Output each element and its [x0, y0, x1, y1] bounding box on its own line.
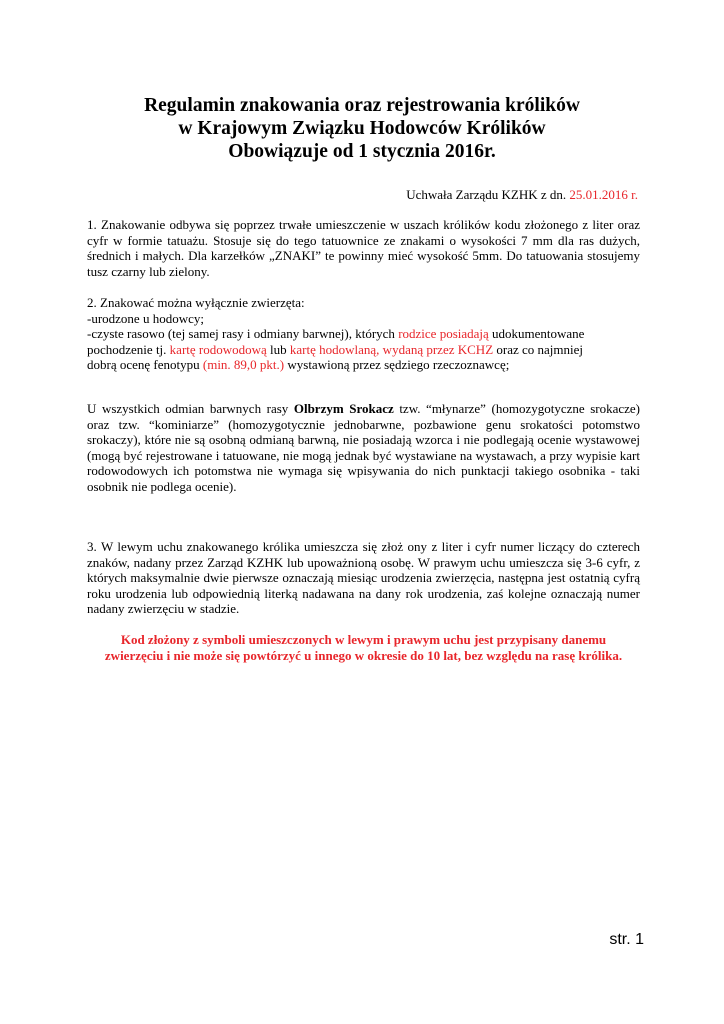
- breed-name: Olbrzym Srokacz: [293, 401, 394, 416]
- resolution-prefix: Uchwała Zarządu KZHK z dn.: [406, 187, 570, 202]
- section-1-paragraph: 1. Znakowanie odbywa się poprzez trwałe umieszczenie w uszach królików kodu złożonego z liter oraz cyfr w formie tatuażu. Stosuje się do tego tatuownice ze znakami o wysokości 7 mm dla ras dużych, średnich i małych. Dla karzełków „ZNAKI” te powinny mieć wysokość 5mm. Do tatuowania stosujemy tusz czarny lub zielony.: [87, 217, 640, 279]
- pedigree-card: kartę rodowodową: [169, 341, 267, 357]
- section-5-notice: [87, 632, 640, 663]
- minimum-score: (min. 89,0 pkt.): [202, 357, 285, 373]
- section-2-line-3-text-a: -czyste rasowo (tej samej rasy i odmiany barwnej), których: [87, 326, 399, 342]
- section-2-line-3: [87, 326, 640, 342]
- section-2-line-4-text-c: oraz co najmniej: [493, 341, 584, 357]
- section-5-line-2: zwierzęciu i nie może się powtórzyć u innego w okresie do 10 lat, bez względu na rasę królika.: [104, 647, 623, 663]
- page-number: str. 1: [609, 931, 644, 948]
- section-2-line-1: 2. Znakować można wyłącznie zwierzęta:: [87, 295, 305, 310]
- section-2-line-3-text-b: udokumentowane: [488, 326, 585, 342]
- breeding-card: kartę hodowlaną, wydaną przez KCHZ: [289, 341, 494, 357]
- section-2-line-4: [87, 342, 640, 358]
- title-line-2: w Krajowym Związku Hodowców Królików: [178, 118, 546, 139]
- section-2-line-4-text-b: lub: [266, 341, 290, 357]
- section-2-line-4-text-a: pochodzenie tj.: [87, 341, 170, 357]
- title-line-1: Regulamin znakowania oraz rejestrowania królików: [144, 95, 580, 116]
- parents-requirement: rodzice posiadają: [398, 326, 489, 342]
- section-2-line-5-text-b: wystawioną przez sędziego rzeczoznawcę;: [284, 357, 510, 373]
- resolution-line: [406, 187, 638, 203]
- section-2-line-2: -urodzone u hodowcy;: [87, 310, 204, 326]
- section-5-line-1: Kod złożony z symboli umieszczonych w lewym i prawym uchu jest przypisany danemu: [120, 632, 607, 647]
- section-2-paragraph: [87, 295, 640, 373]
- resolution-date: 25.01.2016 r.: [569, 187, 638, 202]
- section-3-paragraph: [87, 401, 640, 495]
- title-line-3: Obowiązuje od 1 stycznia 2016r.: [228, 141, 496, 162]
- section-3-text-b: tzw. “młynarze” (homozygotyczne srokacze) oraz tzw. “kominiarze” (homozygotycznie jednobarwne, pozbawione genu srokatości potomstwo srokaczy), które nie są osobną odmianą barwną, nie posiadają wzorca i nie podlegają ocenie wystawowej (mogą być rejestrowane i tatuowane, nie mogą jednak być wystawiane na wystawach, a przy wypisie kart rodowodowych ich potomstwa nie wymaga się wpisywania do nich punktacji takiego osobnika - taki osobnik nie podlega ocenie).: [87, 401, 640, 494]
- section-2-line-5: [87, 357, 640, 373]
- section-4-paragraph: 3. W lewym uchu znakowanego królika umieszcza się złoż ony z liter i cyfr numer liczący do czterech znaków, nadany przez Zarząd KZHK lub upoważnioną osobę. W prawym uchu umieszcza się 3-6 cyfr, z których maksymalnie dwie pierwsze oznaczają miesiąc urodzenia zwierzęcia, następna jest ostatnią cyfrą roku urodzenia lub odpowiednią literką nadawana na dany rok urodzenia, zaś kolejne oznaczają numer nadany zwierzęciu w stadzie.: [87, 539, 640, 617]
- document-title: [0, 94, 724, 163]
- section-3-text-a: U wszystkich odmian barwnych rasy: [87, 401, 294, 416]
- section-2-line-5-text-a: dobrą ocenę fenotypu: [87, 357, 203, 373]
